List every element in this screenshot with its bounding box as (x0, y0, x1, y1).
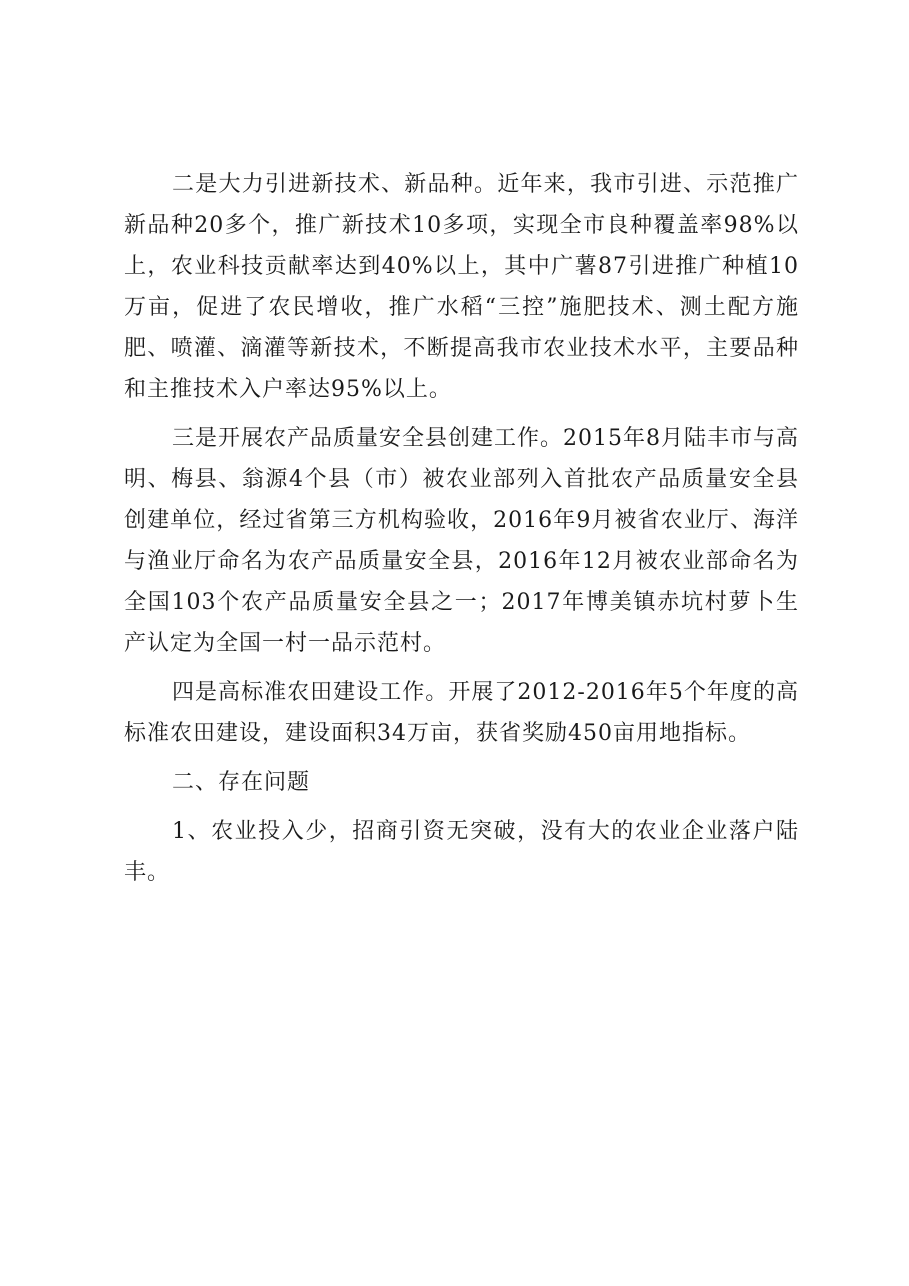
paragraph-problem-1: 1、农业投入少，招商引资无突破，没有大的农业企业落户陆丰。 (124, 819, 799, 885)
document-body (124, 164, 799, 901)
paragraph-new-technology: 二是大力引进新技术、新品种。近年来，我市引进、示范推广新品种20多个，推广新技术10多项，实现全市良种覆盖率98%以上，农业科技贡献率达到40%以上，其中广薯87引进推广种植10万亩，促进了农民增收，推广水稻“三控”施肥技术、测土配方施肥、喷灌、滴灌等新技术，不断提高我市农业技术水平，主要品种和主推技术入户率达95%以上。 (124, 172, 799, 402)
section-heading-problems: 二、存在问题 (172, 770, 311, 795)
paragraph-farmland-construction: 四是高标准农田建设工作。开展了2012-2016年5个年度的高标准农田建设，建设面积34万亩，获省奖励450亩用地指标。 (124, 680, 799, 746)
paragraph-quality-safety-county: 三是开展农产品质量安全县创建工作。2015年8月陆丰市与高明、梅县、翁源4个县（市）被农业部列入首批农产品质量安全县创建单位，经过省第三方机构验收，2016年9月被省农业厅、海洋与渔业厅命名为农产品质量安全县，2016年12月被农业部命名为全国103个农产品质量安全县之一；2017年博美镇赤坑村萝卜生产认定为全国一村一品示范村。 (124, 426, 799, 656)
